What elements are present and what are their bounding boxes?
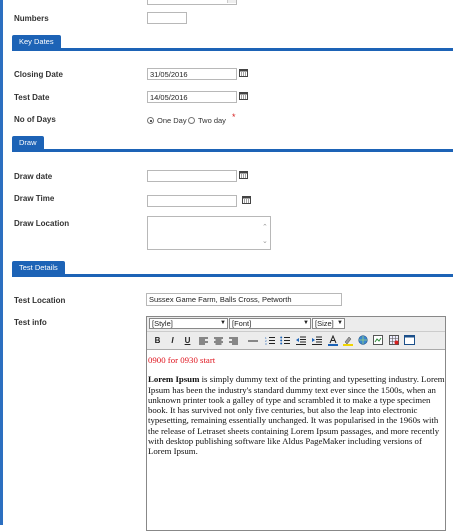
- calendar-icon[interactable]: [239, 92, 248, 100]
- scroll-up-icon[interactable]: ⌃: [262, 224, 268, 231]
- editor-paragraph: [148, 374, 446, 456]
- align-center-icon[interactable]: [214, 337, 223, 345]
- radio-two-day-label: Two day: [198, 116, 226, 125]
- font-select-value: [Font]: [232, 319, 252, 328]
- section-tab-draw[interactable]: Draw: [12, 136, 44, 149]
- font-color-icon[interactable]: [328, 335, 338, 346]
- radio-two-day[interactable]: [188, 117, 195, 124]
- unordered-list-icon[interactable]: [280, 336, 290, 345]
- section-tab-test-details[interactable]: Test Details: [12, 261, 65, 274]
- test-date-input[interactable]: 14/05/2016: [147, 91, 237, 103]
- test-info-label: Test info: [14, 318, 47, 327]
- align-right-icon[interactable]: [229, 337, 238, 345]
- radio-one-day[interactable]: [147, 117, 154, 124]
- closing-date-label: Closing Date: [14, 70, 63, 79]
- left-border: [0, 0, 3, 525]
- style-select[interactable]: [149, 318, 228, 329]
- ordered-list-icon[interactable]: [265, 336, 275, 345]
- draw-date-label: Draw date: [14, 172, 53, 181]
- calendar-icon[interactable]: [242, 196, 251, 204]
- bold-button[interactable]: B: [154, 336, 161, 345]
- draw-location-textarea[interactable]: [147, 216, 271, 250]
- svg-text:1: 1: [265, 336, 267, 340]
- section-bar: [12, 149, 453, 152]
- numbers-label: Numbers: [14, 14, 49, 23]
- horizontal-rule-icon[interactable]: [248, 337, 258, 345]
- section-bar: [12, 48, 453, 51]
- radio-one-day-label: One Day: [157, 116, 187, 125]
- section-tab-key-dates[interactable]: Key Dates: [12, 35, 61, 48]
- table-icon[interactable]: [389, 335, 399, 345]
- editor-bold-lead: Lorem Ipsum: [148, 374, 200, 385]
- chevron-down-icon: ▼: [303, 320, 309, 326]
- chevron-down-icon: ▼: [337, 320, 343, 326]
- test-location-input[interactable]: Sussex Game Farm, Balls Cross, Petworth: [146, 293, 342, 306]
- size-select[interactable]: [312, 318, 345, 329]
- link-icon[interactable]: [358, 335, 368, 345]
- closing-date-input[interactable]: 31/05/2016: [147, 68, 237, 80]
- scroll-down-icon[interactable]: ⌄: [262, 238, 268, 245]
- image-icon[interactable]: [373, 335, 383, 345]
- underline-button[interactable]: U: [184, 336, 191, 345]
- size-select-value: [Size]: [315, 319, 334, 328]
- numbers-input[interactable]: [147, 12, 187, 24]
- draw-time-label: Draw Time: [14, 194, 55, 203]
- editor-paragraph-text: is simply dummy text of the printing and typesetting industry. Lorem Ipsum has been the industry's standard dummy text ever since the 1500s, when an unknown printer took a galley of type and scrambled it to make a type specimen book. It has survived not only five centuries, but also the leap into electronic typesetting, remaining essentially unchanged. It was popularised in the 1960s with the release of Letraset sheets containing Lorem Ipsum passages, and more recently with desktop publishing software like Aldus PageMaker including versions of Lorem Ipsum.: [148, 374, 445, 457]
- calendar-icon[interactable]: [239, 171, 248, 179]
- draw-location-label: Draw Location: [14, 219, 70, 228]
- draw-time-input[interactable]: [147, 195, 237, 207]
- editor-content[interactable]: [147, 355, 448, 457]
- editor-red-text: 0900 for 0930 start: [148, 355, 216, 365]
- calendar-icon[interactable]: [239, 69, 248, 77]
- chevron-down-icon: ▼: [220, 320, 226, 326]
- rich-text-editor[interactable]: [146, 316, 446, 531]
- align-left-icon[interactable]: [199, 337, 208, 345]
- source-icon[interactable]: [404, 335, 415, 345]
- style-select-value: [Style]: [152, 319, 173, 328]
- highlight-icon[interactable]: [343, 335, 353, 346]
- calendar-icon[interactable]: [227, 0, 236, 3]
- indent-icon[interactable]: [312, 336, 322, 345]
- editor-toolbar-buttons: [147, 332, 445, 350]
- font-select[interactable]: [229, 318, 311, 329]
- top-partial-field[interactable]: [147, 0, 237, 5]
- required-marker: *: [232, 112, 236, 122]
- svg-text:3: 3: [265, 342, 267, 345]
- outdent-icon[interactable]: [296, 336, 306, 345]
- test-location-label: Test Location: [14, 296, 66, 305]
- svg-text:2: 2: [265, 339, 267, 343]
- test-date-label: Test Date: [14, 93, 50, 102]
- section-bar: [12, 274, 453, 277]
- no-of-days-label: No of Days: [14, 115, 56, 124]
- italic-button[interactable]: I: [171, 336, 174, 345]
- editor-toolbar-selects: [147, 317, 445, 332]
- draw-date-input[interactable]: [147, 170, 237, 182]
